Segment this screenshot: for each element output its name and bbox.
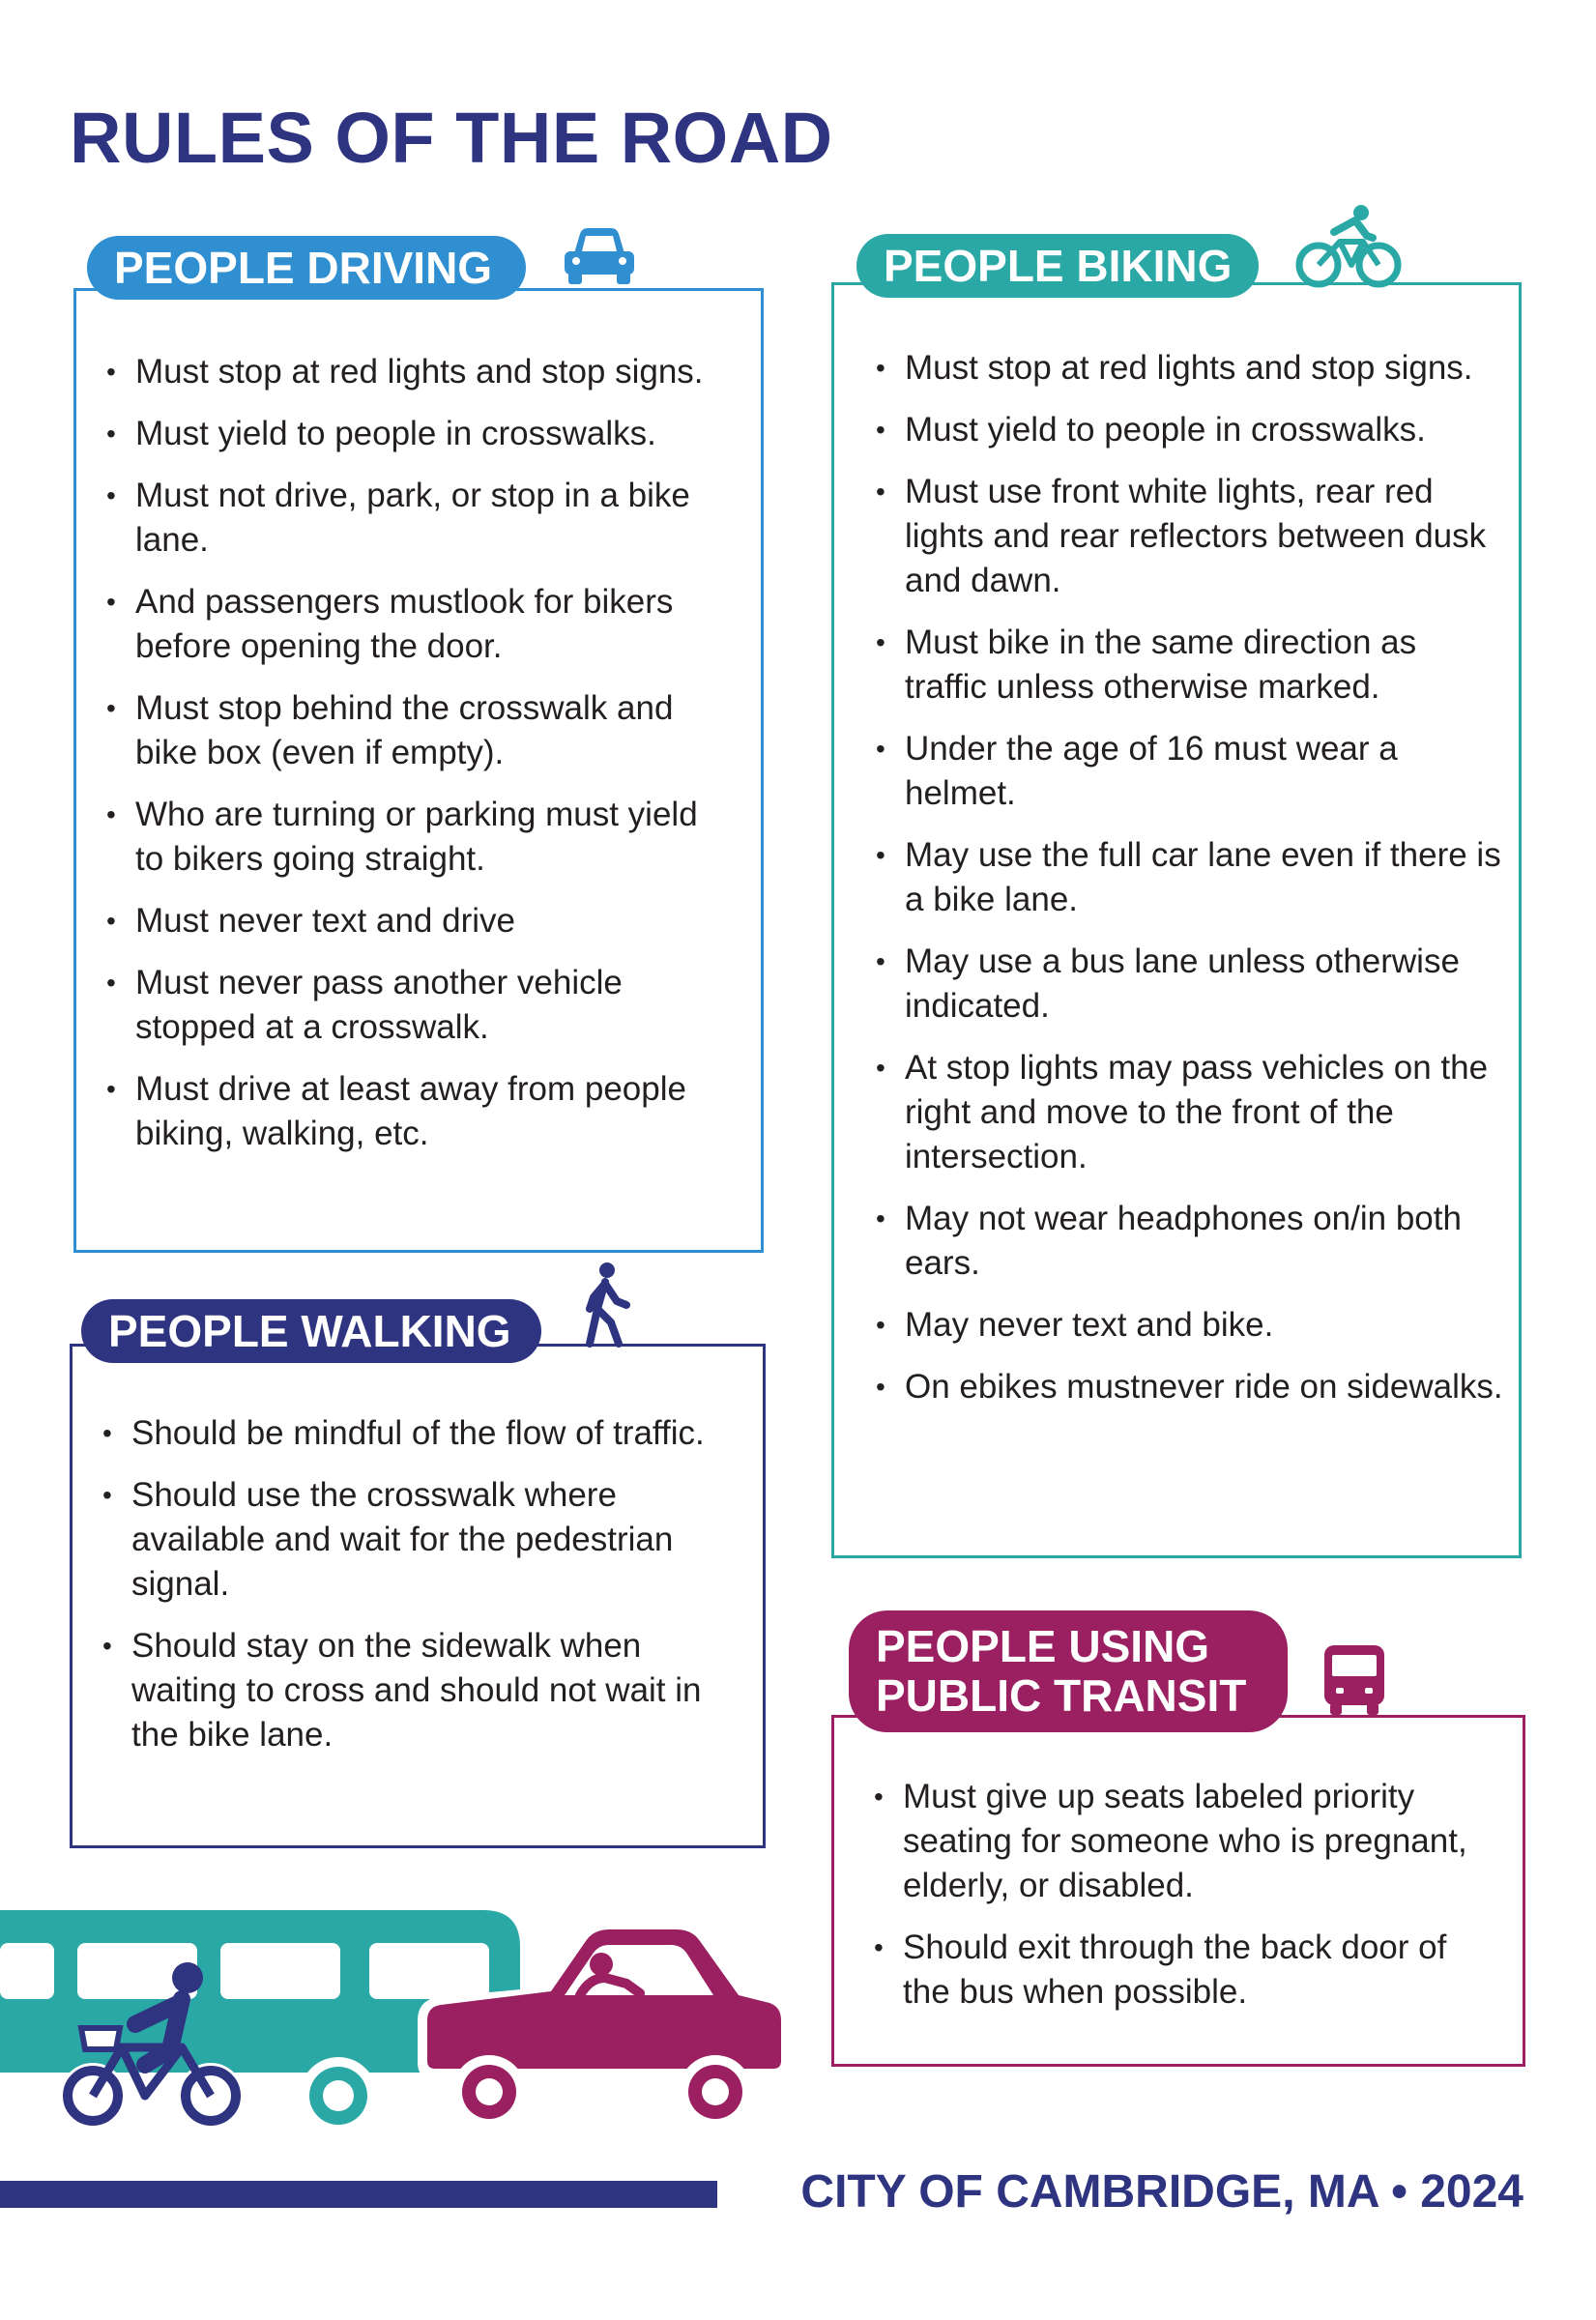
driving-rule-item: • Must drive at least away from people biking, walking, etc. (106, 1067, 725, 1156)
transit-rules-list (874, 1775, 1502, 2032)
driving-section-heading (87, 236, 526, 300)
driving-rule-item: • Must yield to people in crosswalks. (106, 412, 725, 456)
driving-rule-item: • And passengers mustlook for bikers before opening the door. (106, 580, 725, 669)
driving-rules-list (106, 350, 725, 1174)
biking-rule-item: • On ebikes mustnever ride on sidewalks. (876, 1365, 1504, 1409)
biking-section-heading (856, 234, 1259, 298)
transit-heading-line1: PEOPLE USING (876, 1621, 1210, 1672)
driving-heading-text: PEOPLE DRIVING (114, 242, 493, 293)
transit-rule-item: • Must give up seats labeled priority seating for someone who is pregnant, elderly, or disabled. (874, 1775, 1502, 1908)
transit-section-heading (849, 1610, 1288, 1732)
biking-rule-item: • Must use front white lights, rear red lights and rear reflectors between dusk and dawn. (876, 470, 1504, 603)
biking-rule-item: • At stop lights may pass vehicles on the right and move to the front of the intersection. (876, 1046, 1504, 1179)
pedestrian-icon (576, 1262, 634, 1349)
biking-rule-item: • May never text and bike. (876, 1303, 1504, 1348)
transit-heading-line2: PUBLIC TRANSIT (876, 1670, 1247, 1721)
footer-text: CITY OF CAMBRIDGE, MA • 2024 (800, 2166, 1523, 2218)
biking-rule-item: • May use a bus lane unless otherwise indicated. (876, 940, 1504, 1029)
footer-bar (0, 2181, 717, 2208)
walking-rule-item: • Should use the crosswalk where available and wait for the pedestrian signal. (102, 1473, 731, 1607)
walking-rules-list (102, 1411, 731, 1775)
walking-rule-item: • Should be mindful of the flow of traffic. (102, 1411, 731, 1456)
driving-rule-item: • Must stop at red lights and stop signs. (106, 350, 725, 394)
bicycle-icon (1295, 203, 1402, 290)
walking-section-heading (81, 1299, 541, 1363)
driving-rule-item: • Must not drive, park, or stop in a bike lane. (106, 474, 725, 563)
driving-rule-item: • Who are turning or parking must yield to bikers going straight. (106, 793, 725, 882)
page-title: RULES OF THE ROAD (70, 98, 833, 178)
transit-rule-item: • Should exit through the back door of the bus when possible. (874, 1926, 1502, 2015)
biking-rule-item: • Must yield to people in crosswalks. (876, 408, 1504, 452)
biking-rules-list (876, 346, 1504, 1427)
biking-rule-item: • Must stop at red lights and stop signs. (876, 346, 1504, 391)
biking-rule-item: • May use the full car lane even if there is a bike lane. (876, 833, 1504, 922)
driving-rule-item: • Must never pass another vehicle stopped at a crosswalk. (106, 961, 725, 1050)
vehicles-illustration (0, 1895, 793, 2127)
car-icon (561, 224, 638, 286)
biking-heading-text: PEOPLE BIKING (884, 240, 1233, 291)
driving-rule-item: • Must stop behind the crosswalk and bike box (even if empty). (106, 686, 725, 775)
driving-rule-item: • Must never text and drive (106, 899, 725, 943)
biking-rule-item: • May not wear headphones on/in both ears. (876, 1197, 1504, 1286)
biking-rule-item: • Under the age of 16 must wear a helmet. (876, 727, 1504, 816)
walking-rule-item: • Should stay on the sidewalk when waiting to cross and should not wait in the bike lane. (102, 1624, 731, 1757)
biking-rule-item: • Must bike in the same direction as traffic unless otherwise marked. (876, 621, 1504, 710)
bus-icon (1322, 1643, 1386, 1717)
walking-heading-text: PEOPLE WALKING (108, 1305, 511, 1356)
